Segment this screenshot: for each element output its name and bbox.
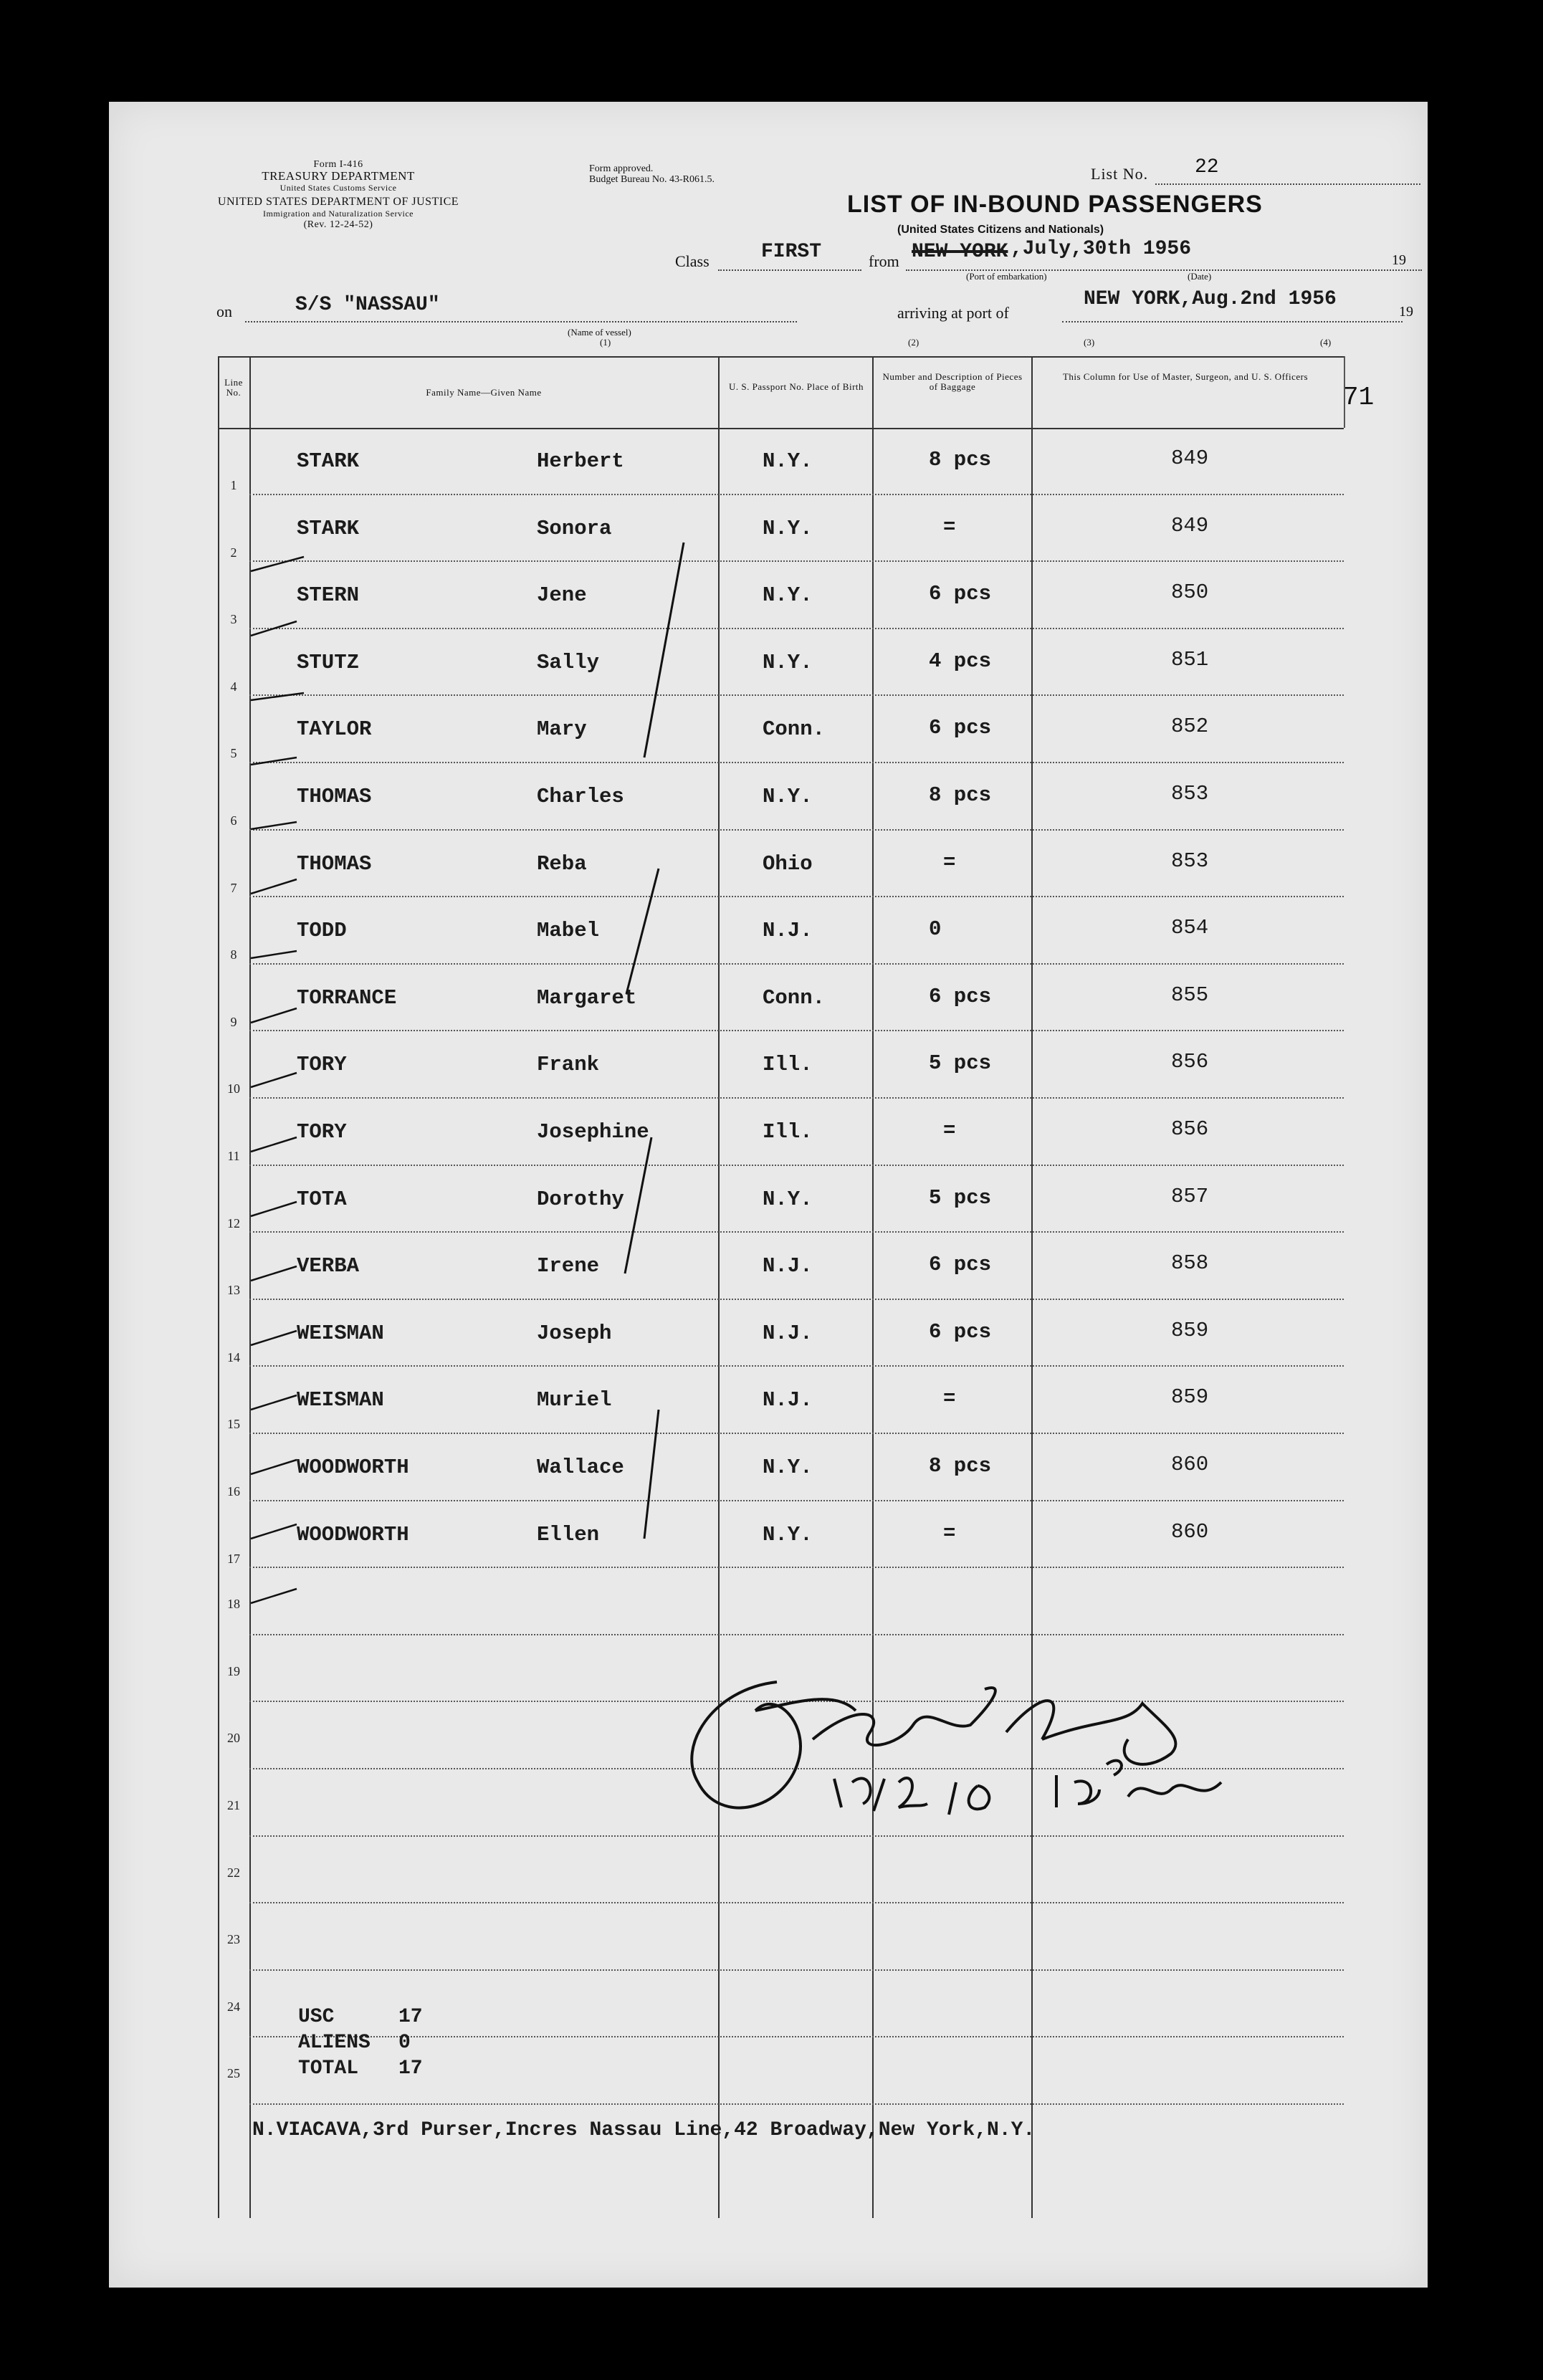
line-number: 24	[227, 1999, 240, 2014]
family-name: TAYLOR	[297, 717, 372, 742]
baggage-count: 8 pcs	[929, 448, 992, 472]
officer-code: 853	[1171, 782, 1209, 806]
given-name: Sonora	[537, 516, 612, 540]
usc-value: 17	[398, 2006, 423, 2028]
line-number: 15	[227, 1417, 240, 1432]
baggage-count: 6 pcs	[929, 984, 992, 1008]
given-name: Ellen	[537, 1522, 600, 1547]
column-header-officers: This Column for Use of Master, Surgeon, and U. S. Officers	[1062, 371, 1309, 382]
place-of-birth: N.Y.	[763, 785, 813, 808]
agency-line: TREASURY DEPARTMENT	[262, 169, 415, 183]
line-number: 8	[230, 947, 237, 962]
given-name: Mabel	[537, 919, 600, 943]
column-header-passport: U. S. Passport No. Place of Birth	[728, 381, 864, 392]
baggage-count: 5 pcs	[929, 1051, 992, 1076]
list-no-label: List No.	[1091, 165, 1149, 183]
officer-code: 856	[1171, 1117, 1209, 1141]
baggage-count: 0	[929, 917, 942, 942]
year-suffix: 19	[1392, 252, 1406, 268]
margin-number: 71	[1343, 383, 1375, 412]
given-name: Joseph	[537, 1321, 612, 1345]
family-name: THOMAS	[297, 851, 372, 876]
given-name: Irene	[537, 1254, 600, 1279]
line-number: 19	[227, 1663, 240, 1678]
page-title: LIST OF IN-BOUND PASSENGERS	[847, 191, 1263, 218]
officer-code: 857	[1171, 1184, 1209, 1208]
purser-line: N.VIACAVA,3rd Purser,Incres Nassau Line,42 Broadway,New York,N.Y.	[252, 2119, 1036, 2141]
form-agency-block	[209, 159, 467, 231]
family-name: WOODWORTH	[297, 1522, 409, 1547]
place-of-birth: N.J.	[763, 919, 813, 943]
line-number: 4	[230, 679, 237, 694]
officer-code: 860	[1171, 1519, 1209, 1544]
from-port-struck: NEW YORK	[912, 241, 1008, 263]
line-number: 17	[227, 1551, 240, 1566]
line-number: 23	[227, 1932, 240, 1947]
family-name: TORY	[297, 1053, 347, 1077]
line-number: 3	[230, 612, 237, 627]
col-caption: (2)	[908, 337, 919, 348]
vessel-line	[216, 287, 1428, 348]
place-of-birth: Conn.	[763, 717, 826, 742]
total-label: TOTAL	[298, 2058, 359, 2080]
officer-code: 849	[1171, 513, 1209, 537]
officer-code: 854	[1171, 916, 1209, 940]
column-header-baggage: Number and Description of Pieces of Baggage	[882, 371, 1023, 392]
family-name: STARK	[297, 449, 360, 473]
line-number: 10	[227, 1081, 240, 1096]
line-number: 16	[227, 1484, 240, 1499]
aliens-value: 0	[398, 2032, 411, 2054]
place-of-birth: Ill.	[763, 1120, 813, 1144]
form-approved: Form approved.	[589, 163, 654, 174]
col-caption: (3)	[1084, 337, 1095, 348]
arriving-label: arriving at port of	[897, 304, 1009, 322]
line-number: 18	[227, 1597, 240, 1612]
agency-line: United States Customs Service	[280, 183, 397, 193]
port-caption: (Port of embarkation)	[966, 271, 1047, 282]
budget-bureau: Budget Bureau No. 43-R061.5.	[589, 174, 715, 185]
place-of-birth: N.Y.	[763, 449, 813, 473]
officer-code: 859	[1171, 1385, 1209, 1410]
family-name: WEISMAN	[297, 1388, 384, 1413]
page-subtitle: (United States Citizens and Nationals)	[897, 224, 1104, 236]
place-of-birth: Ohio	[763, 851, 813, 876]
family-name: TOTA	[297, 1187, 347, 1211]
vessel-name: S/S "NASSAU"	[295, 294, 440, 316]
col-caption: (4)	[1320, 337, 1332, 348]
given-name: Dorothy	[537, 1187, 624, 1211]
agency-line: UNITED STATES DEPARTMENT OF JUSTICE	[217, 196, 459, 208]
family-name: STARK	[297, 516, 360, 540]
given-name: Jene	[537, 583, 587, 608]
baggage-count: =	[943, 1521, 956, 1545]
family-name: THOMAS	[297, 785, 372, 808]
class-line	[675, 236, 1428, 279]
line-number: 11	[227, 1149, 240, 1163]
given-name: Frank	[537, 1053, 600, 1077]
line-number: 14	[227, 1349, 240, 1365]
line-number: 21	[227, 1798, 240, 1812]
baggage-count: 6 pcs	[929, 582, 992, 606]
officer-code: 858	[1171, 1251, 1209, 1276]
family-name: TORY	[297, 1120, 347, 1144]
form-number: Form I-416	[313, 159, 363, 170]
given-name: Herbert	[537, 449, 624, 473]
given-name: Reba	[537, 851, 587, 876]
baggage-count: 5 pcs	[929, 1185, 992, 1210]
officer-code: 849	[1171, 446, 1209, 470]
officer-code: 856	[1171, 1050, 1209, 1074]
given-name: Charles	[537, 785, 624, 808]
baggage-count: =	[943, 1387, 956, 1411]
family-name: TORRANCE	[297, 985, 397, 1010]
baggage-count: 6 pcs	[929, 1253, 992, 1277]
col-caption: (1)	[600, 337, 611, 348]
family-name: VERBA	[297, 1254, 360, 1279]
place-of-birth: N.J.	[763, 1388, 813, 1413]
line-number: 22	[227, 1865, 240, 1880]
given-name: Wallace	[537, 1456, 624, 1479]
baggage-count: =	[943, 850, 956, 874]
given-name: Sally	[537, 650, 600, 674]
list-no-value: 22	[1195, 156, 1219, 178]
family-name: STUTZ	[297, 650, 360, 674]
given-name: Margaret	[537, 985, 637, 1010]
revision-date: (Rev. 12-24-52)	[303, 219, 373, 230]
usc-label: USC	[298, 2006, 335, 2028]
arrival-port-date: NEW YORK,Aug.2nd 1956	[1084, 288, 1337, 310]
on-label: on	[216, 302, 232, 320]
pen-bracket-marks	[218, 356, 1344, 2218]
class-label: Class	[675, 252, 710, 270]
given-name: Mary	[537, 717, 587, 742]
passenger-table	[218, 356, 1344, 2218]
agency-line: Immigration and Naturalization Service	[263, 209, 414, 219]
from-date: ,July,30th 1956	[1011, 238, 1192, 260]
line-number: 1	[230, 478, 237, 492]
line-number: 5	[230, 746, 237, 761]
line-number: 13	[227, 1283, 240, 1298]
form-sheet	[109, 102, 1428, 2288]
place-of-birth: N.Y.	[763, 516, 813, 540]
column-header-line-no: Line No.	[224, 377, 243, 398]
aliens-label: ALIENS	[298, 2032, 371, 2054]
line-number: 20	[227, 1731, 240, 1746]
total-value: 17	[398, 2058, 423, 2080]
given-name: Josephine	[537, 1120, 649, 1144]
baggage-count: 8 pcs	[929, 1454, 992, 1478]
officer-code: 851	[1171, 647, 1209, 672]
line-number: 9	[230, 1014, 237, 1029]
place-of-birth: Ill.	[763, 1053, 813, 1077]
vessel-caption: (Name of vessel)	[568, 327, 631, 338]
family-name: WEISMAN	[297, 1321, 384, 1345]
place-of-birth: N.Y.	[763, 1522, 813, 1547]
officer-code: 859	[1171, 1318, 1209, 1342]
baggage-count: =	[943, 1119, 956, 1142]
list-number	[1091, 158, 1424, 186]
baggage-count: 6 pcs	[929, 1319, 992, 1344]
date-caption: (Date)	[1188, 271, 1212, 282]
line-number: 25	[227, 2066, 240, 2081]
place-of-birth: N.Y.	[763, 1187, 813, 1211]
line-number: 12	[227, 1215, 240, 1230]
line-number: 7	[230, 880, 237, 895]
place-of-birth: Conn.	[763, 985, 826, 1010]
line-number: 2	[230, 545, 237, 560]
family-name: WOODWORTH	[297, 1456, 409, 1479]
officer-code: 860	[1171, 1453, 1209, 1476]
place-of-birth: N.J.	[763, 1321, 813, 1345]
class-value: FIRST	[761, 241, 822, 263]
officer-code: 850	[1171, 580, 1209, 605]
place-of-birth: N.Y.	[763, 583, 813, 608]
baggage-count: 8 pcs	[929, 783, 992, 807]
line-number: 6	[230, 813, 237, 828]
place-of-birth: N.J.	[763, 1254, 813, 1279]
from-label: from	[869, 252, 899, 270]
family-name: TODD	[297, 919, 347, 943]
place-of-birth: N.Y.	[763, 1456, 813, 1479]
officer-code: 855	[1171, 983, 1209, 1007]
baggage-count: =	[943, 515, 956, 539]
approval-block	[589, 163, 715, 185]
officer-code: 853	[1171, 849, 1209, 873]
column-header-name: Family Name—Given Name	[426, 387, 542, 398]
baggage-count: 6 pcs	[929, 716, 992, 740]
place-of-birth: N.Y.	[763, 650, 813, 674]
year-suffix: 19	[1399, 304, 1413, 320]
officer-code: 852	[1171, 715, 1209, 739]
given-name: Muriel	[537, 1388, 612, 1413]
baggage-count: 4 pcs	[929, 649, 992, 673]
family-name: STERN	[297, 583, 360, 608]
